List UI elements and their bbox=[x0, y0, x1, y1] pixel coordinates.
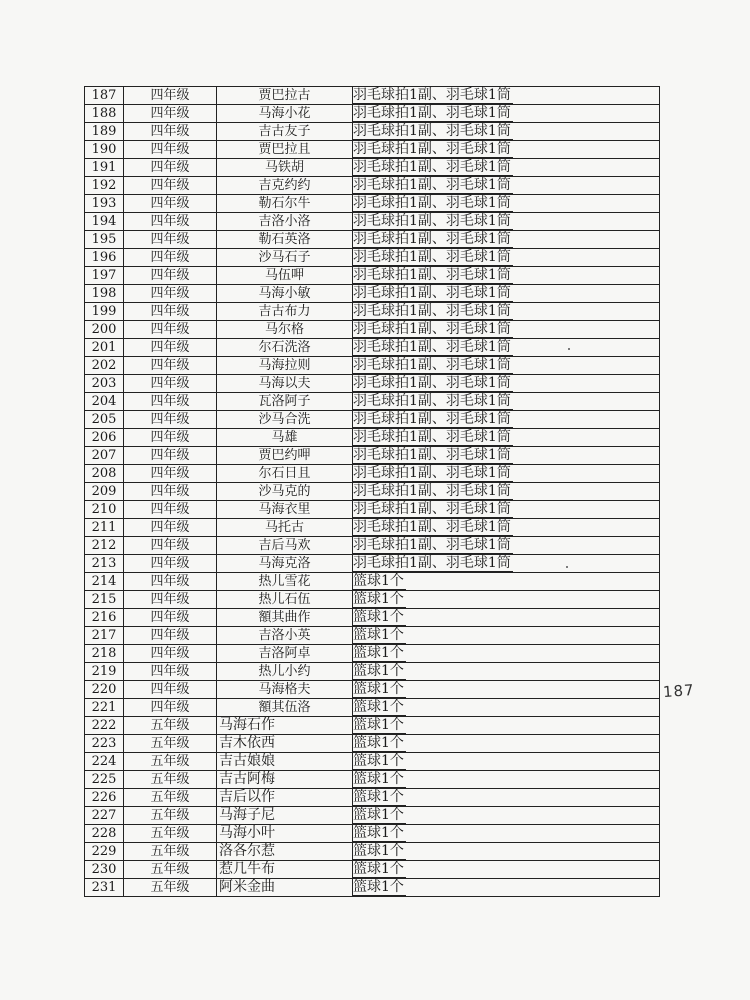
grade-cell: 四年级 bbox=[124, 411, 217, 429]
table-row bbox=[85, 807, 660, 825]
row-number-cell: 206 bbox=[85, 429, 124, 447]
student-name-cell: 吉克约约 bbox=[217, 177, 353, 195]
grade-cell: 四年级 bbox=[124, 429, 217, 447]
student-name-cell: 马托古 bbox=[217, 519, 353, 537]
item-cell bbox=[353, 609, 660, 627]
item-text: 羽毛球拍1副、羽毛球1筒 bbox=[353, 393, 511, 409]
item-text: 篮球1个 bbox=[353, 591, 404, 607]
grade-cell: 四年级 bbox=[124, 645, 217, 663]
item-cell bbox=[353, 303, 660, 321]
grade-cell: 四年级 bbox=[124, 303, 217, 321]
grade-cell: 四年级 bbox=[124, 123, 217, 141]
item-cell bbox=[353, 123, 660, 141]
grade-cell: 四年级 bbox=[124, 393, 217, 411]
item-text: 篮球1个 bbox=[353, 879, 404, 895]
item-text: 羽毛球拍1副、羽毛球1筒 bbox=[353, 159, 511, 175]
table-row bbox=[85, 555, 660, 573]
item-text: 羽毛球拍1副、羽毛球1筒 bbox=[353, 339, 511, 355]
grade-cell: 四年级 bbox=[124, 105, 217, 123]
student-name-cell: 贾巴约呷 bbox=[217, 447, 353, 465]
student-name-cell: 吉古阿梅 bbox=[217, 771, 353, 789]
grade-cell: 四年级 bbox=[124, 537, 217, 555]
student-name-cell: 吉古布力 bbox=[217, 303, 353, 321]
student-name-cell: 马雄 bbox=[217, 429, 353, 447]
item-cell bbox=[353, 843, 660, 861]
row-number-cell: 217 bbox=[85, 627, 124, 645]
student-name-cell: 額其伍洛 bbox=[217, 699, 353, 717]
item-cell bbox=[353, 879, 660, 897]
row-number-cell: 190 bbox=[85, 141, 124, 159]
item-text: 羽毛球拍1副、羽毛球1筒 bbox=[353, 249, 511, 265]
item-text: 篮球1个 bbox=[353, 771, 404, 787]
table-body bbox=[85, 87, 660, 897]
item-cell bbox=[353, 771, 660, 789]
row-number-cell: 221 bbox=[85, 699, 124, 717]
row-number-cell: 213 bbox=[85, 555, 124, 573]
table-row bbox=[85, 645, 660, 663]
grade-cell: 五年级 bbox=[124, 717, 217, 735]
item-text: 羽毛球拍1副、羽毛球1筒 bbox=[353, 483, 511, 499]
grade-cell: 四年级 bbox=[124, 663, 217, 681]
table-row bbox=[85, 249, 660, 267]
grade-cell: 五年级 bbox=[124, 789, 217, 807]
table-row bbox=[85, 573, 660, 591]
table-row bbox=[85, 303, 660, 321]
table-row bbox=[85, 447, 660, 465]
item-text: 羽毛球拍1副、羽毛球1筒 bbox=[353, 519, 511, 535]
grade-cell: 四年级 bbox=[124, 501, 217, 519]
grade-cell: 五年级 bbox=[124, 843, 217, 861]
grade-cell: 四年级 bbox=[124, 177, 217, 195]
table-row bbox=[85, 735, 660, 753]
grade-cell: 五年级 bbox=[124, 771, 217, 789]
table-row bbox=[85, 771, 660, 789]
grade-cell: 四年级 bbox=[124, 627, 217, 645]
table-row bbox=[85, 105, 660, 123]
grade-cell: 四年级 bbox=[124, 321, 217, 339]
item-text: 羽毛球拍1副、羽毛球1筒 bbox=[353, 267, 511, 283]
row-number-cell: 229 bbox=[85, 843, 124, 861]
row-number-cell: 212 bbox=[85, 537, 124, 555]
table-row bbox=[85, 231, 660, 249]
item-cell bbox=[353, 735, 660, 753]
item-cell bbox=[353, 357, 660, 375]
item-cell bbox=[353, 249, 660, 267]
handwritten-margin-note: 187 bbox=[662, 680, 696, 702]
student-name-cell: 吉后马欢 bbox=[217, 537, 353, 555]
item-text: 羽毛球拍1副、羽毛球1筒 bbox=[353, 429, 511, 445]
row-number-cell: 211 bbox=[85, 519, 124, 537]
table-row bbox=[85, 411, 660, 429]
row-number-cell: 227 bbox=[85, 807, 124, 825]
table-row bbox=[85, 213, 660, 231]
item-cell bbox=[353, 285, 660, 303]
student-name-cell: 沙马石子 bbox=[217, 249, 353, 267]
row-number-cell: 187 bbox=[85, 87, 124, 105]
item-cell bbox=[353, 267, 660, 285]
row-number-cell: 214 bbox=[85, 573, 124, 591]
table-row bbox=[85, 483, 660, 501]
grade-cell: 四年级 bbox=[124, 249, 217, 267]
item-text: 篮球1个 bbox=[353, 573, 404, 589]
row-number-cell: 204 bbox=[85, 393, 124, 411]
item-cell bbox=[353, 447, 660, 465]
student-name-cell: 马尔格 bbox=[217, 321, 353, 339]
student-name-cell: 吉洛小英 bbox=[217, 627, 353, 645]
item-cell bbox=[353, 699, 660, 717]
student-name-cell: 贾巴拉古 bbox=[217, 87, 353, 105]
distribution-table bbox=[84, 86, 660, 897]
grade-cell: 五年级 bbox=[124, 861, 217, 879]
item-text: 篮球1个 bbox=[353, 645, 404, 661]
grade-cell: 四年级 bbox=[124, 375, 217, 393]
student-name-cell: 马海子尼 bbox=[217, 807, 353, 825]
student-name-cell: 马海拉则 bbox=[217, 357, 353, 375]
item-text: 篮球1个 bbox=[353, 753, 404, 769]
table-row bbox=[85, 753, 660, 771]
grade-cell: 四年级 bbox=[124, 339, 217, 357]
table-row bbox=[85, 177, 660, 195]
table-row bbox=[85, 591, 660, 609]
row-number-cell: 209 bbox=[85, 483, 124, 501]
student-name-cell: 马海衣里 bbox=[217, 501, 353, 519]
student-name-cell: 額其曲作 bbox=[217, 609, 353, 627]
item-cell bbox=[353, 177, 660, 195]
table-row bbox=[85, 663, 660, 681]
item-text: 羽毛球拍1副、羽毛球1筒 bbox=[353, 141, 511, 157]
item-cell bbox=[353, 159, 660, 177]
grade-cell: 四年级 bbox=[124, 141, 217, 159]
item-text: 羽毛球拍1副、羽毛球1筒 bbox=[353, 87, 511, 103]
student-name-cell: 勒石英洛 bbox=[217, 231, 353, 249]
item-cell bbox=[353, 195, 660, 213]
row-number-cell: 230 bbox=[85, 861, 124, 879]
item-cell bbox=[353, 681, 660, 699]
student-name-cell: 马海小叶 bbox=[217, 825, 353, 843]
student-name-cell: 瓦洛阿子 bbox=[217, 393, 353, 411]
item-cell bbox=[353, 105, 660, 123]
row-number-cell: 191 bbox=[85, 159, 124, 177]
student-name-cell: 吉木依西 bbox=[217, 735, 353, 753]
scan-speck bbox=[566, 566, 568, 568]
student-name-cell: 洛各尔惹 bbox=[217, 843, 353, 861]
item-text: 羽毛球拍1副、羽毛球1筒 bbox=[353, 501, 511, 517]
student-name-cell: 吉后以作 bbox=[217, 789, 353, 807]
item-cell bbox=[353, 465, 660, 483]
item-cell bbox=[353, 645, 660, 663]
row-number-cell: 199 bbox=[85, 303, 124, 321]
row-number-cell: 200 bbox=[85, 321, 124, 339]
grade-cell: 五年级 bbox=[124, 879, 217, 897]
grade-cell: 五年级 bbox=[124, 807, 217, 825]
student-name-cell: 马海以夫 bbox=[217, 375, 353, 393]
row-number-cell: 188 bbox=[85, 105, 124, 123]
item-cell bbox=[353, 375, 660, 393]
item-text: 羽毛球拍1副、羽毛球1筒 bbox=[353, 105, 511, 121]
row-number-cell: 208 bbox=[85, 465, 124, 483]
item-cell bbox=[353, 483, 660, 501]
row-number-cell: 192 bbox=[85, 177, 124, 195]
table-row bbox=[85, 789, 660, 807]
row-number-cell: 203 bbox=[85, 375, 124, 393]
item-text: 羽毛球拍1副、羽毛球1筒 bbox=[353, 447, 511, 463]
row-number-cell: 223 bbox=[85, 735, 124, 753]
row-number-cell: 224 bbox=[85, 753, 124, 771]
table-row bbox=[85, 717, 660, 735]
item-text: 羽毛球拍1副、羽毛球1筒 bbox=[353, 465, 511, 481]
grade-cell: 四年级 bbox=[124, 699, 217, 717]
row-number-cell: 207 bbox=[85, 447, 124, 465]
item-cell bbox=[353, 537, 660, 555]
student-name-cell: 马伍呷 bbox=[217, 267, 353, 285]
grade-cell: 四年级 bbox=[124, 231, 217, 249]
grade-cell: 四年级 bbox=[124, 681, 217, 699]
student-name-cell: 马海克洛 bbox=[217, 555, 353, 573]
item-cell bbox=[353, 141, 660, 159]
item-cell bbox=[353, 663, 660, 681]
item-text: 羽毛球拍1副、羽毛球1筒 bbox=[353, 195, 511, 211]
item-text: 篮球1个 bbox=[353, 825, 404, 841]
grade-cell: 五年级 bbox=[124, 735, 217, 753]
table-row bbox=[85, 465, 660, 483]
row-number-cell: 201 bbox=[85, 339, 124, 357]
scan-speck bbox=[568, 348, 570, 350]
item-text: 羽毛球拍1副、羽毛球1筒 bbox=[353, 123, 511, 139]
item-text: 羽毛球拍1副、羽毛球1筒 bbox=[353, 411, 511, 427]
item-cell bbox=[353, 717, 660, 735]
table-row bbox=[85, 699, 660, 717]
table-row bbox=[85, 375, 660, 393]
grade-cell: 四年级 bbox=[124, 519, 217, 537]
item-text: 篮球1个 bbox=[353, 609, 404, 625]
grade-cell: 四年级 bbox=[124, 159, 217, 177]
table-row bbox=[85, 627, 660, 645]
item-cell bbox=[353, 213, 660, 231]
table-row bbox=[85, 861, 660, 879]
student-name-cell: 贾巴拉且 bbox=[217, 141, 353, 159]
item-cell bbox=[353, 393, 660, 411]
table-row bbox=[85, 123, 660, 141]
row-number-cell: 222 bbox=[85, 717, 124, 735]
row-number-cell: 220 bbox=[85, 681, 124, 699]
student-name-cell: 热儿石伍 bbox=[217, 591, 353, 609]
row-number-cell: 225 bbox=[85, 771, 124, 789]
student-name-cell: 沙马克的 bbox=[217, 483, 353, 501]
row-number-cell: 196 bbox=[85, 249, 124, 267]
item-text: 篮球1个 bbox=[353, 735, 404, 751]
row-number-cell: 228 bbox=[85, 825, 124, 843]
grade-cell: 四年级 bbox=[124, 483, 217, 501]
row-number-cell: 219 bbox=[85, 663, 124, 681]
row-number-cell: 195 bbox=[85, 231, 124, 249]
item-text: 篮球1个 bbox=[353, 807, 404, 823]
table-row bbox=[85, 195, 660, 213]
item-cell bbox=[353, 429, 660, 447]
row-number-cell: 198 bbox=[85, 285, 124, 303]
student-name-cell: 吉洛阿卓 bbox=[217, 645, 353, 663]
student-name-cell: 尔石洗洛 bbox=[217, 339, 353, 357]
grade-cell: 四年级 bbox=[124, 195, 217, 213]
row-number-cell: 202 bbox=[85, 357, 124, 375]
item-cell bbox=[353, 591, 660, 609]
grade-cell: 四年级 bbox=[124, 285, 217, 303]
item-text: 羽毛球拍1副、羽毛球1筒 bbox=[353, 177, 511, 193]
table-row bbox=[85, 681, 660, 699]
table-row bbox=[85, 879, 660, 897]
item-cell bbox=[353, 861, 660, 879]
row-number-cell: 210 bbox=[85, 501, 124, 519]
item-cell bbox=[353, 411, 660, 429]
student-name-cell: 勒石尔牛 bbox=[217, 195, 353, 213]
item-cell bbox=[353, 789, 660, 807]
row-number-cell: 194 bbox=[85, 213, 124, 231]
item-text: 羽毛球拍1副、羽毛球1筒 bbox=[353, 321, 511, 337]
item-cell bbox=[353, 501, 660, 519]
student-name-cell: 吉洛小洛 bbox=[217, 213, 353, 231]
item-text: 羽毛球拍1副、羽毛球1筒 bbox=[353, 285, 511, 301]
row-number-cell: 231 bbox=[85, 879, 124, 897]
item-text: 篮球1个 bbox=[353, 789, 404, 805]
student-name-cell: 尔石日且 bbox=[217, 465, 353, 483]
item-cell bbox=[353, 339, 660, 357]
table-row bbox=[85, 393, 660, 411]
table-row bbox=[85, 357, 660, 375]
grade-cell: 四年级 bbox=[124, 609, 217, 627]
item-text: 羽毛球拍1副、羽毛球1筒 bbox=[353, 213, 511, 229]
grade-cell: 四年级 bbox=[124, 447, 217, 465]
item-text: 篮球1个 bbox=[353, 843, 404, 859]
item-text: 羽毛球拍1副、羽毛球1筒 bbox=[353, 303, 511, 319]
item-text: 羽毛球拍1副、羽毛球1筒 bbox=[353, 537, 511, 553]
student-name-cell: 吉古友子 bbox=[217, 123, 353, 141]
row-number-cell: 216 bbox=[85, 609, 124, 627]
item-text: 羽毛球拍1副、羽毛球1筒 bbox=[353, 555, 511, 571]
row-number-cell: 218 bbox=[85, 645, 124, 663]
table-row bbox=[85, 429, 660, 447]
student-name-cell: 沙马合洗 bbox=[217, 411, 353, 429]
grade-cell: 四年级 bbox=[124, 213, 217, 231]
row-number-cell: 189 bbox=[85, 123, 124, 141]
row-number-cell: 215 bbox=[85, 591, 124, 609]
table-row bbox=[85, 501, 660, 519]
row-number-cell: 205 bbox=[85, 411, 124, 429]
item-text: 篮球1个 bbox=[353, 717, 404, 733]
table-row bbox=[85, 321, 660, 339]
row-number-cell: 193 bbox=[85, 195, 124, 213]
item-cell bbox=[353, 519, 660, 537]
item-text: 篮球1个 bbox=[353, 681, 404, 697]
student-name-cell: 马海小花 bbox=[217, 105, 353, 123]
student-name-cell: 热儿雪花 bbox=[217, 573, 353, 591]
row-number-cell: 197 bbox=[85, 267, 124, 285]
table-row bbox=[85, 825, 660, 843]
item-text: 篮球1个 bbox=[353, 663, 404, 679]
grade-cell: 四年级 bbox=[124, 267, 217, 285]
item-cell bbox=[353, 753, 660, 771]
item-cell bbox=[353, 555, 660, 573]
table-row bbox=[85, 519, 660, 537]
item-text: 羽毛球拍1副、羽毛球1筒 bbox=[353, 357, 511, 373]
grade-cell: 四年级 bbox=[124, 591, 217, 609]
student-name-cell: 吉古娘娘 bbox=[217, 753, 353, 771]
grade-cell: 五年级 bbox=[124, 825, 217, 843]
item-cell bbox=[353, 807, 660, 825]
grade-cell: 四年级 bbox=[124, 465, 217, 483]
item-cell bbox=[353, 87, 660, 105]
item-text: 篮球1个 bbox=[353, 699, 404, 715]
item-text: 羽毛球拍1副、羽毛球1筒 bbox=[353, 231, 511, 247]
student-name-cell: 惹几牛布 bbox=[217, 861, 353, 879]
student-name-cell: 马铁胡 bbox=[217, 159, 353, 177]
table-row bbox=[85, 339, 660, 357]
item-text: 篮球1个 bbox=[353, 861, 404, 877]
table-row bbox=[85, 267, 660, 285]
item-cell bbox=[353, 321, 660, 339]
student-name-cell: 马海石作 bbox=[217, 717, 353, 735]
grade-cell: 四年级 bbox=[124, 87, 217, 105]
table-row bbox=[85, 609, 660, 627]
grade-cell: 四年级 bbox=[124, 555, 217, 573]
row-number-cell: 226 bbox=[85, 789, 124, 807]
item-cell bbox=[353, 573, 660, 591]
table-row bbox=[85, 843, 660, 861]
grade-cell: 四年级 bbox=[124, 357, 217, 375]
table-row bbox=[85, 141, 660, 159]
student-name-cell: 阿米金曲 bbox=[217, 879, 353, 897]
item-cell bbox=[353, 231, 660, 249]
grade-cell: 五年级 bbox=[124, 753, 217, 771]
grade-cell: 四年级 bbox=[124, 573, 217, 591]
item-text: 羽毛球拍1副、羽毛球1筒 bbox=[353, 375, 511, 391]
table-row bbox=[85, 537, 660, 555]
table-row bbox=[85, 159, 660, 177]
student-name-cell: 马海格夫 bbox=[217, 681, 353, 699]
table-row bbox=[85, 87, 660, 105]
student-name-cell: 热儿小约 bbox=[217, 663, 353, 681]
student-name-cell: 马海小敏 bbox=[217, 285, 353, 303]
table-row bbox=[85, 285, 660, 303]
item-cell bbox=[353, 627, 660, 645]
item-text: 篮球1个 bbox=[353, 627, 404, 643]
item-cell bbox=[353, 825, 660, 843]
